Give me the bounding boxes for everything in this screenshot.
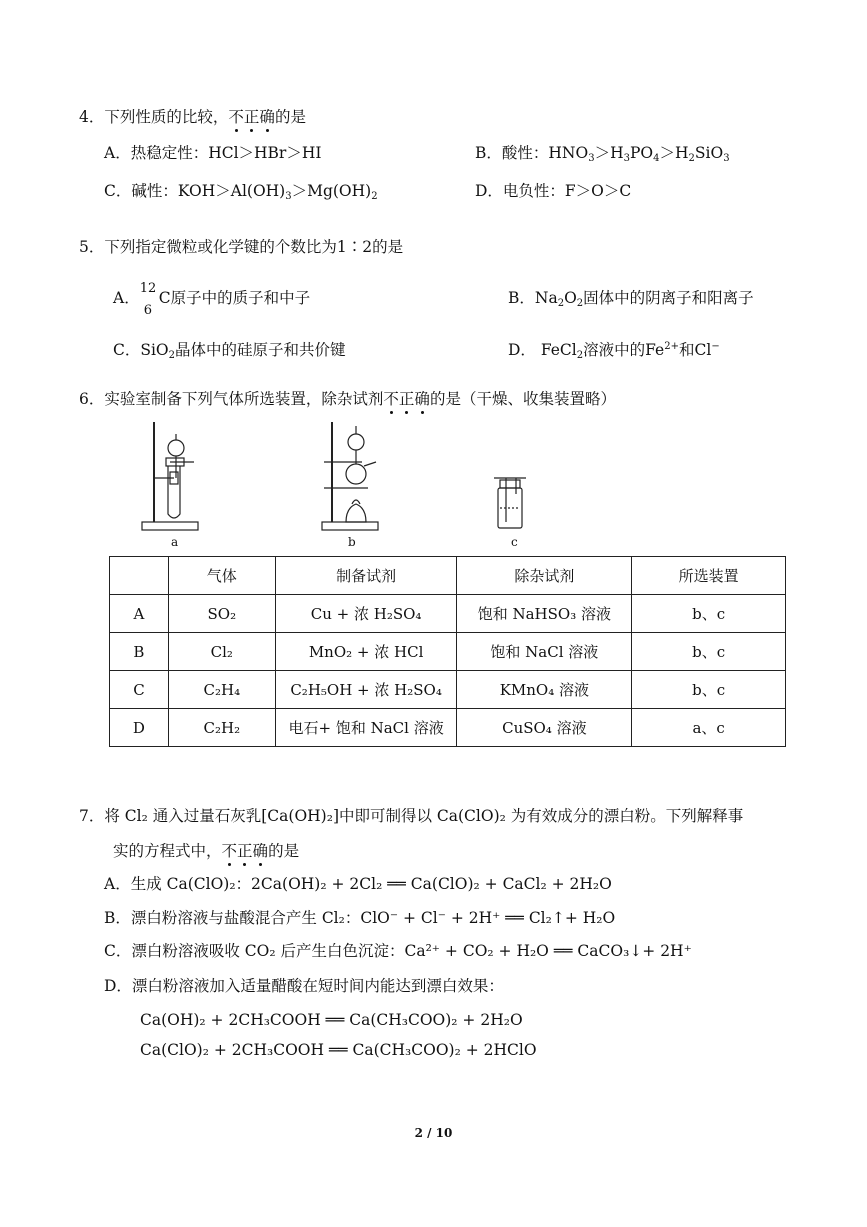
q7-option-d-equation-1: Ca(OH)₂ + 2CH₃COOH ══ Ca(CH₃COO)₂ + 2H₂O [140,1011,523,1029]
sub-2: 2 [557,298,565,309]
sub-2: 2 [371,191,378,202]
q5-b-part: B．Na [508,289,558,307]
q5-c-part: C．SiO [113,341,169,359]
q4-option-d: D．电负性：F＞O＞C [475,182,632,200]
q4-b-part: ＞H [594,144,624,162]
q7-option-c: C．漂白粉溶液吸收 CO₂ 后产生白色沉淀：Ca²⁺ + CO₂ + H₂O ══ CaCO₃↓+ 2H⁺ [104,942,692,960]
q6-emph-3: 确 [414,390,430,408]
gas-cell: SO₂ [168,595,275,633]
purify-cell: CuSO₄ 溶液 [457,709,632,747]
device-cell: b、c [632,671,786,709]
option-cell: B [110,633,169,671]
q7-option-d: D．漂白粉溶液加入适量醋酸在短时间内能达到漂白效果： [104,977,504,995]
prep-cell: MnO₂ + 浓 HCl [275,633,457,671]
q4-emph-2: 正 [243,108,260,126]
q5-option-c [113,340,346,360]
q4-c-part: ＞Mg(OH) [291,182,372,200]
prep-cell: 电石+ 饱和 NaCl 溶液 [275,709,457,747]
apparatus-a-illustration [136,418,206,536]
purify-cell: 饱和 NaHSO₃ 溶液 [457,595,632,633]
apparatus-c-caption: c [511,535,518,549]
q4-b-part: SiO [694,144,724,162]
apparatus-b-illustration [318,418,388,536]
q6-number: 6． [79,390,105,408]
page-number: 2 / 10 [414,1126,453,1140]
q7-option-d-equation-2: Ca(ClO)₂ + 2CH₃COOH ══ Ca(CH₃COO)₂ + 2HClO [140,1041,537,1059]
device-cell: a、c [632,709,786,747]
q5-d-part: 溶液中的Fe [583,341,665,359]
q5-b-part: O [564,289,577,307]
q5-stem [79,237,403,257]
sub-3: 3 [623,153,630,164]
q7-stem-text: 将 Cl₂ 通入过量石灰乳[Ca(OH)₂]中即可制得以 Ca(ClO)₂ 为有效成分的漂白粉。下列解释事 [104,807,744,825]
q6-stem [79,389,616,409]
header-cell: 除杂试剂 [457,557,632,595]
q6-stem-end: 的是（干燥、收集装置略） [429,390,616,408]
q5-d-sup: 2+ [664,341,679,352]
q5-option-a [113,281,311,318]
header-cell [110,557,169,595]
q7-option-b: B．漂白粉溶液与盐酸混合产生 Cl₂：ClO⁻ + Cl⁻ + 2H⁺ ══ Cl₂↑+ H₂O [104,909,616,927]
q6-stem-text: 实验室制备下列气体所选装置，除杂试剂 [104,390,384,408]
prep-cell: Cu + 浓 H₂SO₄ [275,595,457,633]
purify-cell: KMnO₄ 溶液 [457,671,632,709]
reagent-table [109,556,786,747]
q4-b-part: PO [629,144,654,162]
q4-option-b [475,143,730,163]
q4-stem-end: 的是 [274,108,306,126]
device-cell: b、c [632,595,786,633]
prep-cell: C₂H₅OH + 浓 H₂SO₄ [275,671,457,709]
q7-stem-line1 [79,806,743,826]
table-row [110,709,786,747]
device-cell: b、c [632,633,786,671]
option-cell: D [110,709,169,747]
table-header-row [110,557,786,595]
q4-b-part: ＞H [659,144,689,162]
table-row [110,671,786,709]
sub-2: 2 [168,350,176,361]
q7-stem2-text: 实的方程式中， [113,842,222,860]
q7-emph-1: 不 [221,842,238,860]
q4-c-part: C．碱性：KOH＞Al(OH) [104,182,286,200]
header-cell: 制备试剂 [275,557,457,595]
q7-emph-2: 正 [237,842,253,860]
gas-cell: C₂H₂ [168,709,275,747]
q4-stem-text: 下列性质的比较， [104,108,229,126]
q4-option-c [104,181,378,201]
q4-emph-1: 不 [228,108,244,126]
mass-number: 12 [139,281,157,296]
sub-2: 2 [576,298,584,309]
apparatus-c-illustration [490,472,534,534]
q4-stem [79,107,306,127]
sub-3: 3 [723,153,730,164]
q5-d-part: D． FeCl [508,341,577,359]
q5-number: 5． [79,238,105,256]
q7-stem2-end: 的是 [268,842,300,860]
q5-option-d [508,340,720,360]
sub-4: 4 [653,153,660,164]
table-row [110,633,786,671]
q5-b-part: 固体中的阴离子和阳离子 [583,289,754,307]
q7-stem-line2 [113,841,299,861]
sub-3: 3 [588,153,595,164]
apparatus-b-caption: b [348,535,356,549]
q5-stem-text: 下列指定微粒或化学键的个数比为1∶2的是 [104,238,404,256]
q5-c-part: 晶体中的硅原子和共价键 [175,341,346,359]
q5-a-label: A． [113,289,140,307]
sub-3: 3 [285,191,292,202]
apparatus-a-caption: a [171,535,179,549]
q5-d-part: 和Cl [678,341,712,359]
header-cell: 气体 [168,557,275,595]
q7-emph-3: 确 [252,842,269,860]
q4-emph-3: 确 [259,108,275,126]
q4-b-part: B．酸性：HNO [475,144,589,162]
table-row [110,595,786,633]
q7-option-a: A．生成 Ca(ClO)₂：2Ca(OH)₂ + 2Cl₂ ══ Ca(ClO)₂ + CaCl₂ + 2H₂O [104,875,612,893]
gas-cell: Cl₂ [168,633,275,671]
sub-2: 2 [688,153,695,164]
q6-emph-1: 不 [383,390,399,408]
gas-cell: C₂H₄ [168,671,275,709]
q5-a-text: C原子中的质子和中子 [158,289,311,307]
sub-2: 2 [576,350,584,361]
q7-number: 7． [79,807,105,825]
q4-option-a: A．热稳定性：HCl＞HBr＞HI [104,144,322,162]
purify-cell: 饱和 NaCl 溶液 [457,633,632,671]
q5-d-sup: − [711,341,720,352]
option-cell: A [110,595,169,633]
q5-option-b [508,288,754,308]
nuclide-notation [139,281,158,318]
option-cell: C [110,671,169,709]
q4-number: 4． [79,108,105,126]
header-cell: 所选装置 [632,557,786,595]
q6-emph-2: 正 [398,390,415,408]
atomic-number: 6 [143,303,152,318]
